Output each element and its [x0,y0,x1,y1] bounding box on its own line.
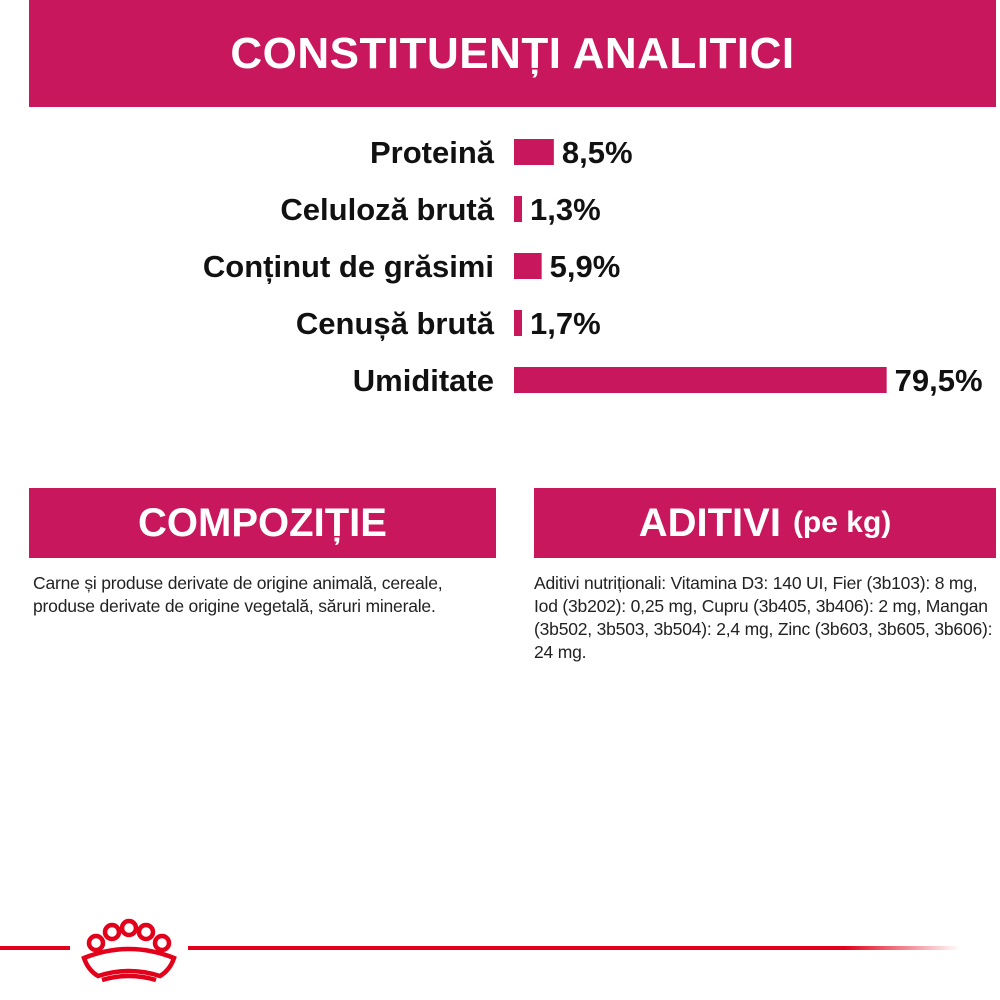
bar-value-label: 5,9% [549,249,621,284]
additives-title: ADITIVI [638,500,781,545]
bar [514,367,887,393]
composition-title: COMPOZIȚIE [138,500,387,545]
bar [514,310,522,336]
bar [514,253,542,279]
additives-banner [534,488,996,558]
footer [0,910,1000,1000]
royal-canin-crown-icon [84,921,174,980]
bar-category-label: Umiditate [352,363,494,398]
bar-value-label: 1,3% [530,192,601,227]
footer-line-right [188,946,960,950]
additives-text: Aditivi nutriționali: Vitamina D3: 140 UI, Fier (3b103): 8 mg, Iod (3b202): 0,25 mg, Cupru (3b405, 3b406): 2 mg, Mangan (3b502, 3b503, 3b504): 2,4 mg, Zinc (3b603, 3b605, 3b606): 24 mg. [534,573,993,662]
composition-banner [29,488,496,558]
footer-line-left [0,946,70,950]
additives-subtitle: (pe kg) [792,506,892,539]
composition-text: Carne și produse derivate de origine animală, cereale, produse derivate de origine vegetală, săruri minerale. [33,573,443,616]
bar-value-label: 8,5% [561,135,633,170]
bar-category-label: Celuloză brută [280,192,494,227]
bar [514,139,554,165]
analytical-constituents-banner [29,0,996,107]
bar-value-label: 1,7% [530,306,601,341]
bar-category-label: Proteină [369,135,494,170]
bar-value-label: 79,5% [894,363,983,398]
bar-category-label: Conținut de grăsimi [202,249,494,284]
analytical-constituents-chart [0,120,1000,420]
analytical-constituents-title: CONSTITUENȚI ANALITICI [230,28,795,78]
bar-category-label: Cenușă brută [295,306,494,341]
bar [514,196,522,222]
